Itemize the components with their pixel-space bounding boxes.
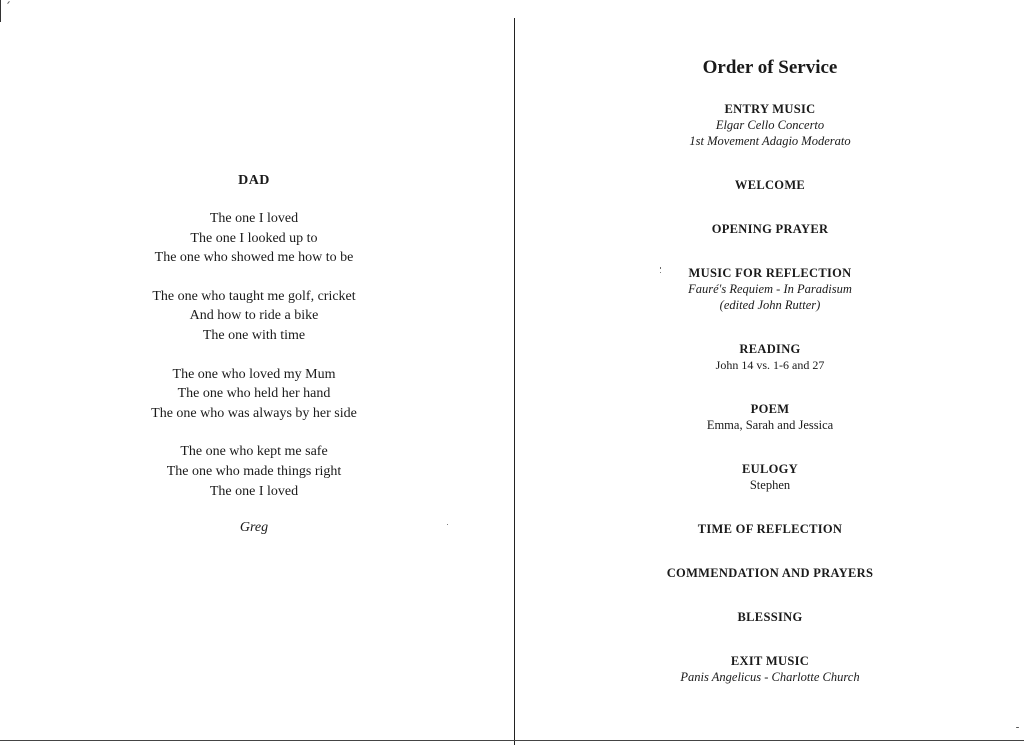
service-item-welcome <box>516 177 1024 193</box>
service-item-detail: Panis Angelicus - Charlotte Church <box>680 670 860 684</box>
poem-line: The one who showed me how to be <box>154 250 354 266</box>
service-item-detail: John 14 vs. 1-6 and 27 <box>715 358 825 372</box>
poem-line: The one with time <box>202 327 306 343</box>
service-item-detail: Stephen <box>749 478 791 492</box>
service-item-heading: EXIT MUSIC <box>730 654 810 668</box>
poem-line: The one who held her hand <box>177 386 331 402</box>
service-item-heading: TIME OF REFLECTION <box>697 522 843 536</box>
scan-bottom-edge <box>0 740 1024 741</box>
service-item-heading: COMMENDATION AND PRAYERS <box>666 566 874 580</box>
service-item-heading: EULOGY <box>742 462 798 476</box>
service-item-music-for-reflection <box>516 265 1024 313</box>
service-item-eulogy <box>516 461 1024 493</box>
service-item-heading: ENTRY MUSIC <box>724 102 816 116</box>
poem-stanza-4 <box>0 442 508 501</box>
service-item-heading: BLESSING <box>737 610 803 624</box>
service-item-time-of-reflection <box>516 521 1024 537</box>
poem-line: The one who loved my Mum <box>172 366 336 382</box>
poem-line: The one I loved <box>209 211 299 226</box>
poem-line: The one who taught me golf, cricket <box>152 288 356 304</box>
service-item-detail: Fauré's Requiem - In Paradisum <box>688 282 852 296</box>
poem-stanza-3 <box>0 365 508 424</box>
service-item-blessing <box>516 609 1024 625</box>
poem-author: Greg <box>239 520 269 536</box>
order-of-service <box>516 56 1024 713</box>
poem-line: The one I looked up to <box>190 230 318 246</box>
service-item-heading: MUSIC FOR REFLECTION <box>688 266 852 280</box>
poem-stanza-1 <box>0 209 508 268</box>
poem-title: DAD <box>238 173 270 188</box>
scan-speck <box>660 267 661 269</box>
poem-stanza-2 <box>0 287 508 346</box>
service-item-opening-prayer <box>516 221 1024 237</box>
poem-line: The one who kept me safe <box>180 444 328 460</box>
service-item-heading: READING <box>739 342 801 356</box>
service-item-detail: 1st Movement Adagio Moderato <box>689 134 851 148</box>
poem-line: The one who made things right <box>166 463 342 479</box>
scan-speck <box>1016 727 1019 728</box>
service-item-heading: WELCOME <box>734 178 806 192</box>
poem-line: The one who was always by her side <box>151 405 357 421</box>
service-item-detail: (edited John Rutter) <box>719 298 821 312</box>
service-item-entry-music <box>516 101 1024 149</box>
service-item-commendation-and-prayers <box>516 565 1024 581</box>
right-page <box>516 0 1024 745</box>
service-item-detail: Emma, Sarah and Jessica <box>706 418 834 432</box>
service-title: Order of Service <box>702 57 838 78</box>
service-item-heading: OPENING PRAYER <box>711 222 829 236</box>
service-item-poem <box>516 401 1024 433</box>
service-item-heading: POEM <box>750 402 790 416</box>
scan-speck <box>447 524 448 525</box>
poem-line: The one I loved <box>209 483 299 499</box>
page-fold-line <box>514 18 515 745</box>
service-item-exit-music <box>516 653 1024 685</box>
service-item-detail: Elgar Cello Concerto <box>715 118 825 132</box>
poem-line: And how to ride a bike <box>189 308 319 324</box>
poem <box>0 173 508 536</box>
service-item-reading <box>516 341 1024 373</box>
scan-speck <box>660 272 661 273</box>
